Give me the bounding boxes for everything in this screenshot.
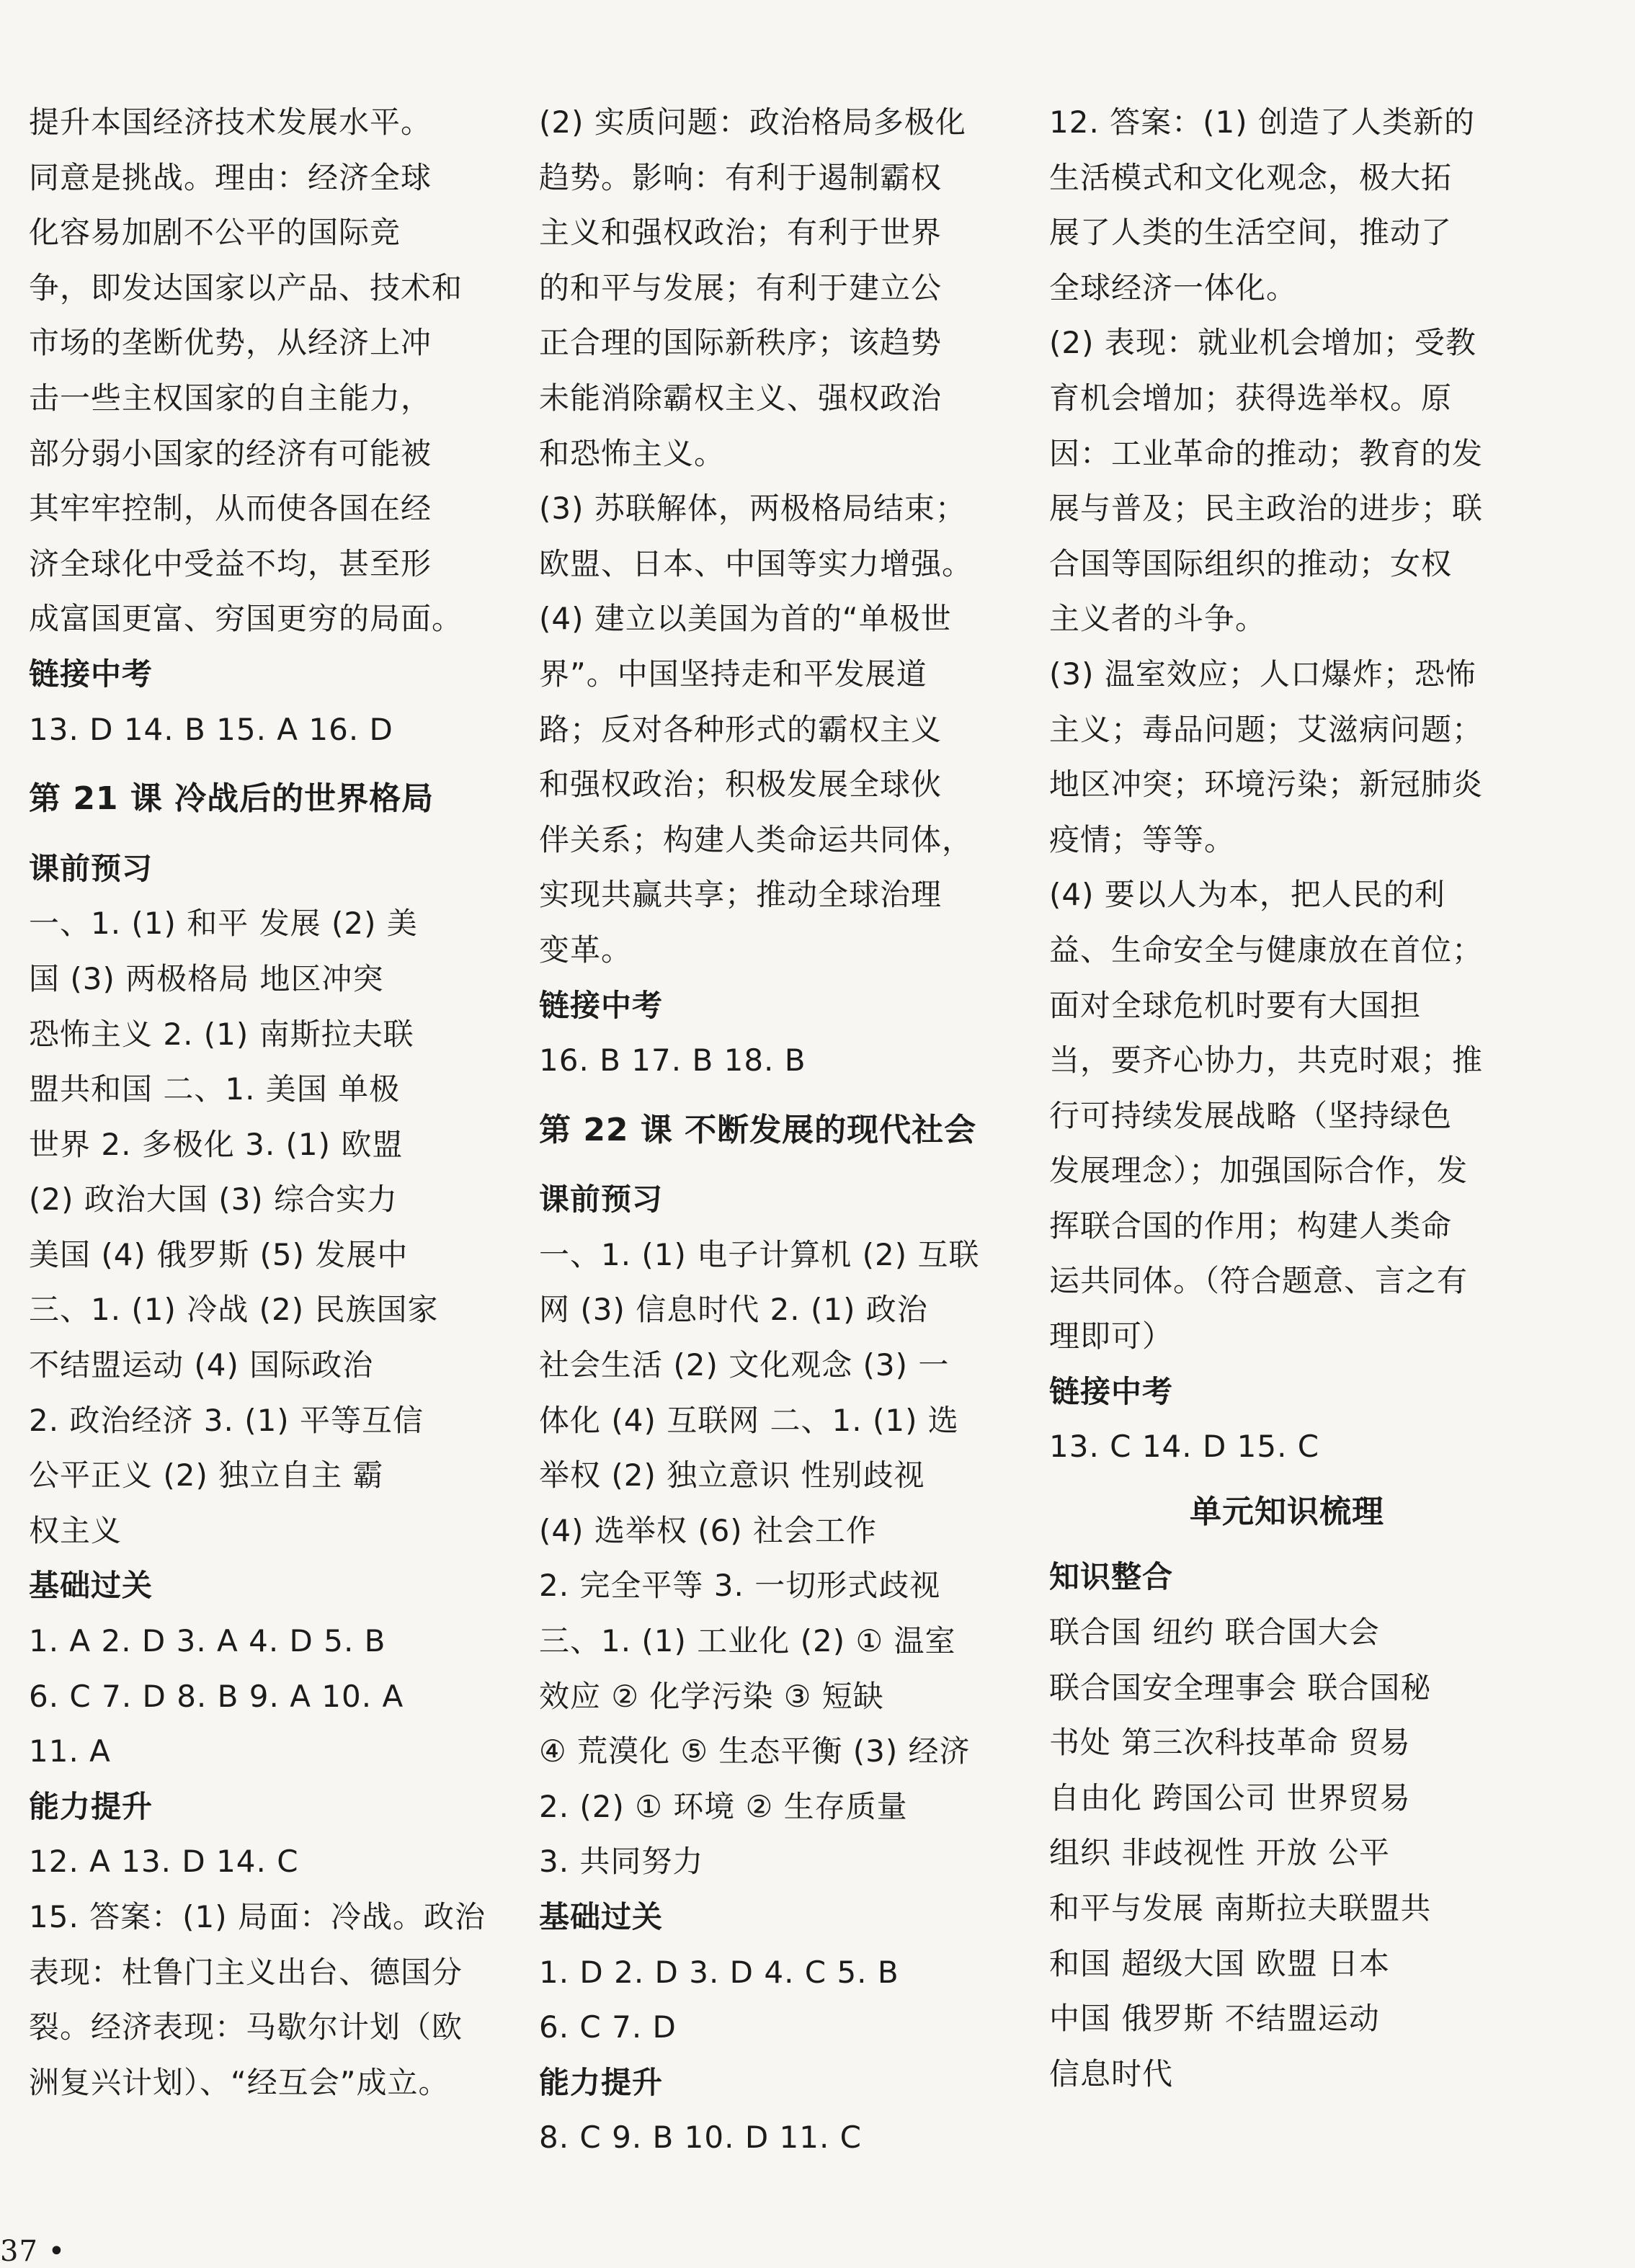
text-line: 展与普及；民主政治的进步；联	[1049, 491, 1484, 527]
lesson-21-title: 第 21 课 冷战后的世界格局	[29, 780, 435, 818]
text-line: 和恐怖主义。	[539, 435, 726, 471]
text-line: 恐怖主义 2. (1) 南斯拉夫联	[29, 1016, 414, 1052]
section-heading-ability: 能力提升	[29, 1788, 153, 1824]
text-line: 主义；毒品问题；艾滋病问题；	[1049, 711, 1484, 747]
section-heading-basic: 基础过关	[29, 1568, 153, 1604]
text-line: 表现：杜鲁门主义出台、德国分	[29, 1954, 463, 1990]
text-line: 组织 非歧视性 开放 公平	[1049, 1835, 1391, 1871]
text-line: 其牢牢控制，从而使各国在经	[29, 491, 432, 527]
answer-line: 12. A 13. D 14. C	[29, 1844, 299, 1880]
text-line: 伴关系；构建人类命运共同体，	[539, 821, 974, 857]
text-line: 自由化 跨国公司 世界贸易	[1049, 1780, 1411, 1816]
text-line: (3) 苏联解体，两极格局结束；	[539, 491, 966, 527]
text-line: 路；反对各种形式的霸权主义	[539, 711, 943, 747]
text-line: 效应 ② 化学污染 ③ 短缺	[539, 1678, 884, 1714]
text-line: 正合理的国际新秩序；该趋势	[539, 325, 943, 361]
answer-line: 1. A 2. D 3. A 4. D 5. B	[29, 1623, 386, 1659]
unit-summary-title: 单元知识梳理	[1190, 1493, 1384, 1530]
text-line: 育机会增加；获得选举权。原	[1049, 380, 1453, 416]
text-line: 美国 (4) 俄罗斯 (5) 发展中	[29, 1236, 409, 1272]
text-line: 疫情；等等。	[1049, 821, 1236, 857]
text-line: 地区冲突；环境污染；新冠肺炎	[1049, 767, 1484, 803]
text-line: 一、1. (1) 电子计算机 (2) 互联	[539, 1236, 980, 1272]
text-line: 实现共赢共享；推动全球治理	[539, 877, 943, 913]
text-line: 三、1. (1) 冷战 (2) 民族国家	[29, 1292, 439, 1328]
text-line: 联合国安全理事会 联合国秘	[1049, 1669, 1432, 1705]
text-line: (4) 选举权 (6) 社会工作	[539, 1512, 878, 1548]
section-heading-preview: 课前预习	[539, 1182, 664, 1218]
text-line: 同意是挑战。理由：经济全球	[29, 159, 432, 195]
text-line: 挥联合国的作用；构建人类命	[1049, 1207, 1453, 1244]
text-line: (3) 温室效应；人口爆炸；恐怖	[1049, 656, 1476, 692]
text-line: 三、1. (1) 工业化 (2) ① 温室	[539, 1623, 956, 1659]
text-line: 联合国 纽约 联合国大会	[1049, 1615, 1380, 1651]
text-line: 中国 俄罗斯 不结盟运动	[1049, 2001, 1380, 2037]
answer-line: 1. D 2. D 3. D 4. C 5. B	[539, 1954, 899, 1990]
text-line: 15. 答案：(1) 局面：冷战。政治	[29, 1899, 486, 1934]
text-line: 社会生活 (2) 文化观念 (3) 一	[539, 1347, 950, 1383]
text-line: 化容易加剧不公平的国际竞	[29, 215, 401, 251]
text-line: 变革。	[539, 932, 633, 968]
text-line: 生活模式和文化观念，极大拓	[1049, 159, 1453, 195]
text-line: ④ 荒漠化 ⑤ 生态平衡 (3) 经济	[539, 1733, 971, 1769]
column-3	[1049, 95, 1525, 2102]
text-line: 运共同体。（符合题意、言之有	[1049, 1263, 1469, 1299]
text-line: 趋势。影响：有利于遏制霸权	[539, 159, 943, 195]
text-line: 权主义	[29, 1512, 122, 1548]
text-line: 世界 2. 多极化 3. (1) 欧盟	[29, 1126, 404, 1162]
text-line: 主义和强权政治；有利于世界	[539, 215, 943, 251]
text-line: 公平正义 (2) 独立自主 霸	[29, 1457, 384, 1494]
column-2	[539, 95, 1015, 2166]
answer-line: 13. C 14. D 15. C	[1049, 1429, 1320, 1465]
text-line: 国 (3) 两极格局 地区冲突	[29, 960, 384, 996]
section-heading-link-exam: 链接中考	[539, 987, 664, 1023]
text-line: 和强权政治；积极发展全球伙	[539, 767, 943, 803]
section-heading-ability: 能力提升	[539, 2064, 664, 2100]
text-line: 合国等国际组织的推动；女权	[1049, 545, 1453, 581]
section-heading-link-exam: 链接中考	[29, 656, 153, 692]
section-heading-knowledge: 知识整合	[1049, 1559, 1174, 1595]
section-heading-preview: 课前预习	[29, 850, 153, 886]
text-line: 不结盟运动 (4) 国际政治	[29, 1347, 374, 1383]
text-line: 体化 (4) 互联网 二、1. (1) 选	[539, 1402, 959, 1438]
text-line: 理即可）	[1049, 1318, 1174, 1354]
column-1	[29, 95, 504, 2110]
text-line: 盟共和国 二、1. 美国 单极	[29, 1071, 401, 1107]
text-line: (2) 表现：就业机会增加；受教	[1049, 325, 1476, 361]
answer-line: 8. C 9. B 10. D 11. C	[539, 2120, 862, 2156]
text-line: 当，要齐心协力，共克时艰；推	[1049, 1043, 1484, 1079]
text-line: 2. 完全平等 3. 一切形式歧视	[539, 1568, 941, 1604]
answer-line: 6. C 7. D 8. B 9. A 10. A	[29, 1678, 404, 1714]
text-line: 裂。经济表现：马歇尔计划（欧	[29, 2009, 463, 2045]
text-line: 2. 政治经济 3. (1) 平等互信	[29, 1402, 424, 1438]
text-line: 击一些主权国家的自主能力，	[29, 380, 432, 416]
text-line: 全球经济一体化。	[1049, 269, 1298, 305]
text-line: 发展理念）；加强国际合作，发	[1049, 1153, 1469, 1189]
text-line: 和平与发展 南斯拉夫联盟共	[1049, 1890, 1432, 1926]
text-line: 3. 共同努力	[539, 1844, 704, 1880]
text-line: 信息时代	[1049, 2055, 1174, 2091]
answer-line: 6. C 7. D	[539, 2009, 677, 2045]
text-line: 益、生命安全与健康放在首位；	[1049, 932, 1484, 968]
text-line: 济全球化中受益不均，甚至形	[29, 545, 432, 581]
text-line: 欧盟、日本、中国等实力增强。	[539, 545, 974, 581]
text-line: (4) 建立以美国为首的“单极世	[539, 601, 952, 637]
text-line: 部分弱小国家的经济有可能被	[29, 435, 432, 471]
section-heading-basic: 基础过关	[539, 1899, 664, 1934]
answer-line: 11. A	[29, 1733, 111, 1769]
section-heading-link-exam: 链接中考	[1049, 1373, 1174, 1409]
text-line: 市场的垄断优势，从经济上冲	[29, 325, 432, 361]
text-line: 成富国更富、穷国更穷的局面。	[29, 601, 463, 637]
text-line: 行可持续发展战略（坚持绿色	[1049, 1097, 1453, 1133]
text-line: 未能消除霸权主义、强权政治	[539, 380, 943, 416]
text-line: 12. 答案：(1) 创造了人类新的	[1049, 104, 1475, 140]
text-line: 网 (3) 信息时代 2. (1) 政治	[539, 1292, 928, 1328]
text-line: 书处 第三次科技革命 贸易	[1049, 1725, 1411, 1761]
essay-answer-continued	[29, 95, 504, 647]
answer-line: 16. B 17. B 18. B	[539, 1043, 806, 1079]
text-line: 和国 超级大国 欧盟 日本	[1049, 1945, 1391, 1981]
text-line: 主义者的斗争。	[1049, 601, 1267, 637]
text-line: 面对全球危机时要有大国担	[1049, 987, 1422, 1023]
answer-line: 13. D 14. B 15. A 16. D	[29, 711, 393, 747]
text-line: 一、1. (1) 和平 发展 (2) 美	[29, 906, 418, 942]
text-line: 因：工业革命的推动；教育的发	[1049, 435, 1484, 471]
text-line: 举权 (2) 独立意识 性别歧视	[539, 1457, 925, 1494]
text-line: (2) 实质问题：政治格局多极化	[539, 104, 966, 140]
text-line: 争，即发达国家以产品、技术和	[29, 269, 463, 305]
text-line: (4) 要以人为本，把人民的利	[1049, 877, 1445, 913]
lesson-22-title: 第 22 课 不断发展的现代社会	[539, 1111, 977, 1148]
text-line: (2) 政治大国 (3) 综合实力	[29, 1182, 398, 1218]
text-line: 洲复兴计划）、“经互会”成立。	[29, 2064, 450, 2100]
text-line: 界”。中国坚持走和平发展道	[539, 656, 927, 692]
text-line: 2. (2) ① 环境 ② 生存质量	[539, 1788, 908, 1824]
text-line: 提升本国经济技术发展水平。	[29, 104, 432, 140]
text-line: 的和平与发展；有利于建立公	[539, 269, 943, 305]
page-number: 37 •	[0, 2235, 66, 2268]
text-line: 展了人类的生活空间，推动了	[1049, 215, 1453, 251]
